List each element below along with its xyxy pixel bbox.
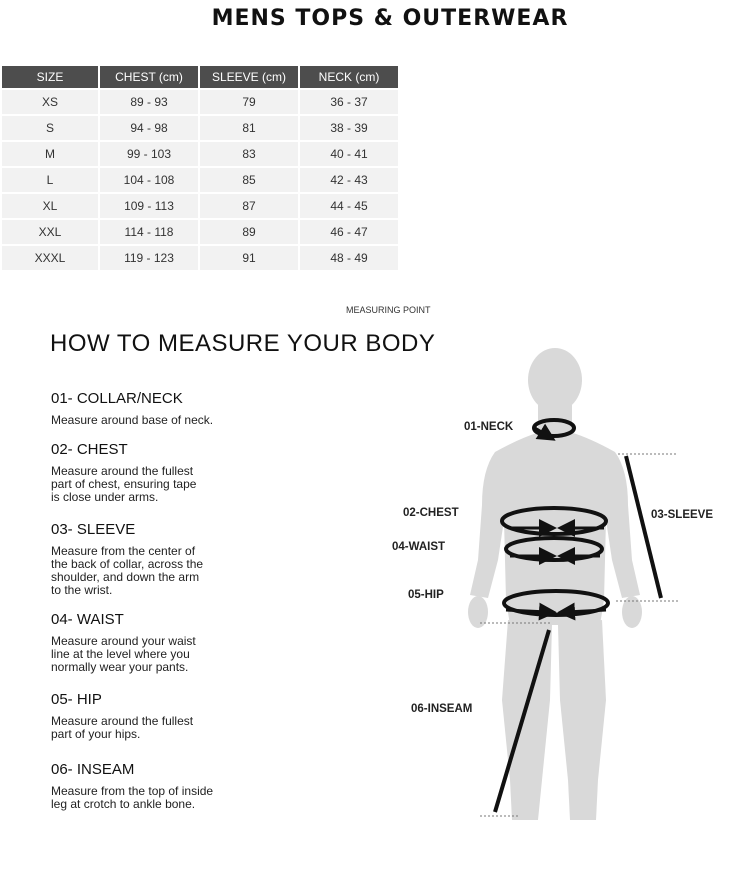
sleeve-cell: 81 xyxy=(200,116,298,142)
step-desc-hip xyxy=(51,715,251,741)
chest-cell: 94 - 98 xyxy=(100,116,198,142)
step-desc-line: to the wrist. xyxy=(51,583,113,597)
table-row xyxy=(2,116,398,142)
body-measurement-figure xyxy=(380,340,729,874)
chest-cell: 109 - 113 xyxy=(100,194,198,220)
step-desc-line: Measure around base of neck. xyxy=(51,413,214,427)
neck-cell: 46 - 47 xyxy=(300,220,398,246)
sleeve-cell: 85 xyxy=(200,168,298,194)
figure-label-neck: 01-NECK xyxy=(464,421,514,433)
size-cell: XL xyxy=(2,194,98,220)
sleeve-cell: 87 xyxy=(200,194,298,220)
sleeve-cell: 89 xyxy=(200,220,298,246)
figure-label-chest: 02-CHEST xyxy=(403,507,459,519)
step-desc-line: Measure from the center of xyxy=(51,544,196,558)
size-cell: XXXL xyxy=(2,246,98,272)
table-row xyxy=(2,168,398,194)
chest-cell: 89 - 93 xyxy=(100,90,198,116)
step-desc-line: Measure from the top of inside xyxy=(51,784,214,798)
column-header-chest: CHEST (cm) xyxy=(100,66,198,90)
chest-cell: 119 - 123 xyxy=(100,246,198,272)
step-desc-line: normally wear your pants. xyxy=(51,660,189,674)
figure-label-inseam: 06-INSEAM xyxy=(411,703,473,715)
figure-label-sleeve: 03-SLEEVE xyxy=(651,509,713,521)
column-header-size: SIZE xyxy=(2,66,98,90)
step-desc-line: Measure around your waist xyxy=(51,634,196,648)
step-title-inseam: 06- INSEAM xyxy=(51,761,135,778)
step-desc-inseam xyxy=(51,785,251,811)
size-cell: L xyxy=(2,168,98,194)
neck-cell: 48 - 49 xyxy=(300,246,398,272)
sleeve-cell: 91 xyxy=(200,246,298,272)
chest-cell: 114 - 118 xyxy=(100,220,198,246)
chest-cell: 104 - 108 xyxy=(100,168,198,194)
page-title: MENS TOPS & OUTERWEAR xyxy=(211,6,569,31)
step-desc-sleeve xyxy=(51,545,251,597)
table-header-row xyxy=(2,66,398,90)
neck-cell: 38 - 39 xyxy=(300,116,398,142)
step-desc-line: part of chest, ensuring tape xyxy=(51,477,197,491)
measuring-point-label: MEASURING POINT xyxy=(346,305,431,315)
step-title-neck: 01- COLLAR/NECK xyxy=(51,390,183,407)
step-title-hip: 05- HIP xyxy=(51,691,102,708)
table-row xyxy=(2,246,398,272)
figure-label-waist: 04-WAIST xyxy=(392,541,446,553)
step-desc-line: line at the level where you xyxy=(51,647,190,661)
step-title-sleeve: 03- SLEEVE xyxy=(51,521,136,538)
table-row xyxy=(2,194,398,220)
column-header-neck: NECK (cm) xyxy=(300,66,398,90)
neck-cell: 40 - 41 xyxy=(300,142,398,168)
neck-cell: 44 - 45 xyxy=(300,194,398,220)
step-desc-neck xyxy=(51,414,251,427)
step-desc-line: the back of collar, across the xyxy=(51,557,204,571)
sleeve-cell: 83 xyxy=(200,142,298,168)
step-title-chest: 02- CHEST xyxy=(51,441,128,458)
column-header-sleeve: SLEEVE (cm) xyxy=(200,66,298,90)
step-desc-line: shoulder, and down the arm xyxy=(51,570,200,584)
step-desc-line: Measure around the fullest xyxy=(51,464,194,478)
step-desc-waist xyxy=(51,635,251,674)
chest-cell: 99 - 103 xyxy=(100,142,198,168)
step-desc-line: part of your hips. xyxy=(51,727,141,741)
sleeve-cell: 79 xyxy=(200,90,298,116)
step-desc-line: Measure around the fullest xyxy=(51,714,194,728)
table-row xyxy=(2,220,398,246)
how-to-title: HOW TO MEASURE YOUR BODY xyxy=(50,330,436,357)
neck-cell: 42 - 43 xyxy=(300,168,398,194)
neck-cell: 36 - 37 xyxy=(300,90,398,116)
size-cell: S xyxy=(2,116,98,142)
size-chart-table xyxy=(0,66,400,272)
step-desc-line: leg at crotch to ankle bone. xyxy=(51,797,196,811)
size-cell: XXL xyxy=(2,220,98,246)
size-cell: XS xyxy=(2,90,98,116)
table-row xyxy=(2,142,398,168)
size-cell: M xyxy=(2,142,98,168)
figure-label-hip: 05-HIP xyxy=(408,589,444,601)
step-title-waist: 04- WAIST xyxy=(51,611,124,628)
step-desc-line: is close under arms. xyxy=(51,490,159,504)
table-row xyxy=(2,90,398,116)
step-desc-chest xyxy=(51,465,251,504)
